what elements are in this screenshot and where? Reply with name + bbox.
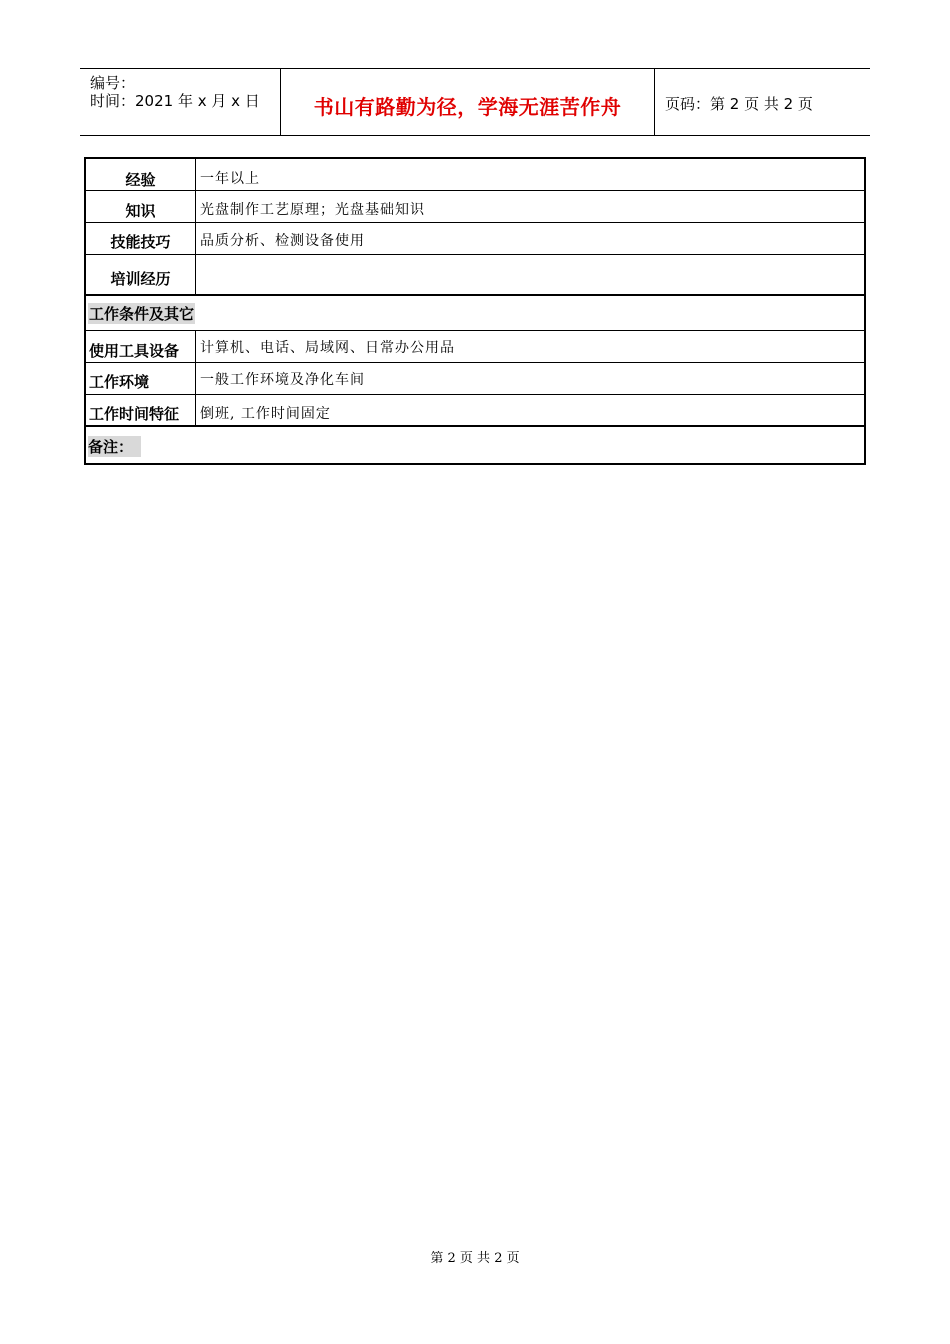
header-page-cell bbox=[655, 69, 870, 135]
row-value: 倒班, 工作时间固定 bbox=[200, 406, 331, 422]
row-label: 工作环境 bbox=[86, 363, 196, 394]
row-experience bbox=[86, 159, 864, 191]
row-remarks bbox=[86, 427, 864, 463]
row-schedule bbox=[86, 395, 864, 427]
row-label: 技能技巧 bbox=[86, 223, 196, 254]
header-meta-cell bbox=[80, 69, 281, 135]
row-value: 一般工作环境及净化车间 bbox=[200, 372, 365, 388]
page-header bbox=[80, 68, 870, 136]
header-motto: 书山有路勤为径，学海无涯苦作舟 bbox=[313, 95, 622, 119]
row-label: 培训经历 bbox=[86, 255, 196, 294]
section-title: 工作条件及其它 bbox=[89, 305, 195, 323]
row-label: 使用工具设备 bbox=[86, 331, 196, 362]
row-value: 品质分析、检测设备使用 bbox=[200, 233, 365, 249]
row-value: 光盘制作工艺原理；光盘基础知识 bbox=[200, 202, 425, 218]
remarks-label: 备注： bbox=[88, 436, 141, 457]
document-date: 时间：2021 年 x 月 x 日 bbox=[90, 92, 260, 110]
header-motto-cell bbox=[281, 69, 655, 135]
row-label: 知识 bbox=[86, 191, 196, 222]
document-number-label: 编号： bbox=[90, 74, 136, 92]
header-page-info: 页码：第 2 页 共 2 页 bbox=[665, 95, 813, 113]
row-label: 经验 bbox=[86, 159, 196, 190]
row-label: 工作时间特征 bbox=[86, 395, 196, 425]
row-value: 计算机、电话、局域网、日常办公用品 bbox=[200, 340, 455, 356]
row-training bbox=[86, 255, 864, 296]
row-tools bbox=[86, 331, 864, 363]
job-spec-table bbox=[84, 157, 866, 465]
row-environment bbox=[86, 363, 864, 395]
page-footer: 第 2 页 共 2 页 bbox=[430, 1251, 520, 1266]
row-knowledge bbox=[86, 191, 864, 223]
row-value: 一年以上 bbox=[200, 171, 260, 187]
row-section-header bbox=[86, 296, 864, 331]
row-skills bbox=[86, 223, 864, 255]
